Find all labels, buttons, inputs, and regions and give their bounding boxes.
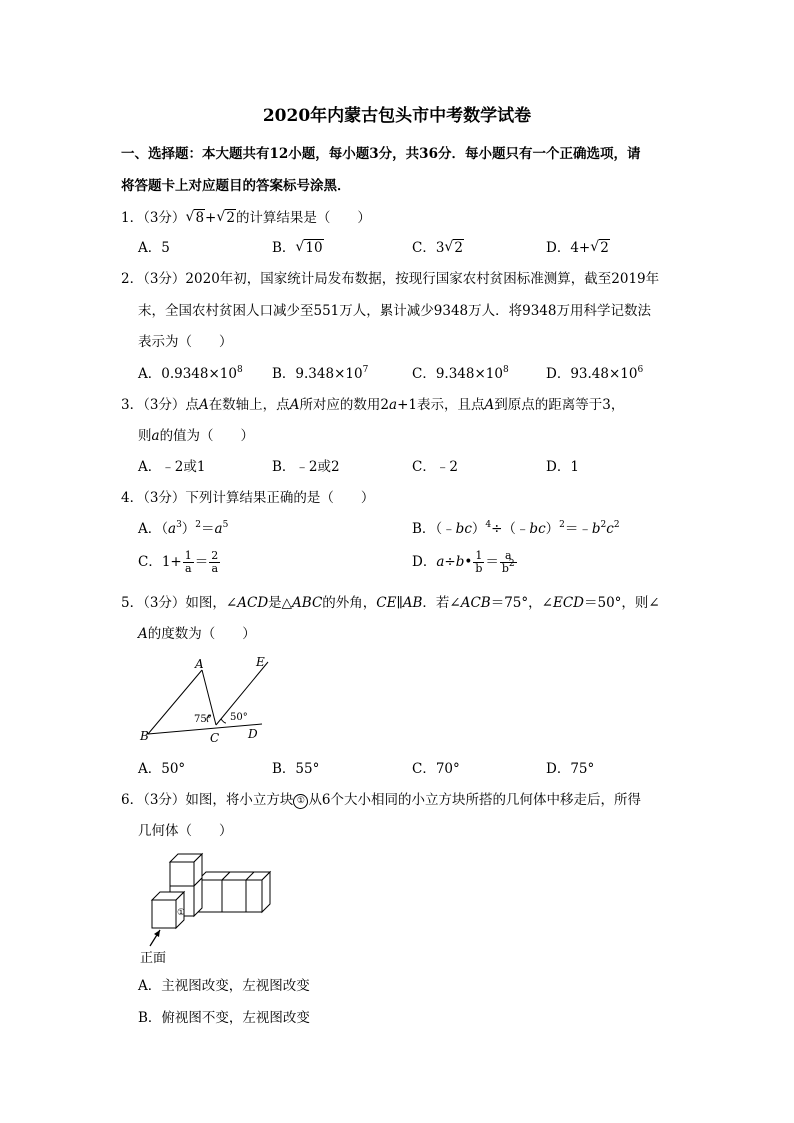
front-label: 正面 (140, 951, 167, 966)
q5-option-d: D．75° (546, 761, 595, 777)
q3-option-b: B．﹣2或2 (272, 459, 340, 475)
section-header-line1: 一、选择题：本大题共有12小题，每小题3分，共36分．每小题只有一个正确选项，请 (121, 146, 641, 162)
q1-option-a: A．5 (138, 240, 170, 256)
q6-option-b: B．俯视图不变，左视图改变 (138, 1010, 310, 1026)
question-5-line1: 5．（3分）如图，∠ACD是△ABC的外角，CE∥AB．若∠ACB＝75°，∠ECD＝50°，则∠ (121, 595, 660, 611)
segment-bd (148, 724, 262, 734)
cube-label-1: ① (177, 908, 186, 918)
sqrt-2: √ 2 (217, 208, 236, 228)
sqrt-8: √ 8 (186, 208, 205, 228)
question-2-line1: 2．（3分）2020年初，国家统计局发布数据，按现行国家农村贫困标准测算，截至2019年 (121, 271, 660, 287)
question-4-stem: 4．（3分）下列计算结果正确的是（ ） (121, 490, 375, 506)
angle-label-75: 75° (194, 714, 212, 725)
q6-cube-figure (136, 848, 286, 968)
q4-option-a: A．$(a^3)^2=a^5$ (138, 520, 229, 537)
q5-triangle-figure (136, 652, 276, 747)
q3-option-a: A．﹣2或1 (138, 459, 206, 475)
q4-option-b: B．$(﹣bc)^4\div(﹣bc)^2=﹣b^2c^2$ (412, 520, 620, 537)
question-2-line3: 表示为（ ） (138, 334, 233, 350)
arrow-head-icon (154, 930, 160, 937)
q3-option-d: D．1 (546, 459, 579, 475)
q1-option-b: B．√ 10 (272, 238, 324, 258)
question-2-line2: 末，全国农村贫困人口减少至551万人，累计减少9348万人．将9348万用科学记数法 (138, 303, 651, 319)
q2-option-a: A．$0.9348\times 10^8$ (138, 365, 243, 382)
question-3-line1: 3．（3分）点A在数轴上，点A所对应的数用2a+1表示，且点A到原点的距离等于3， (121, 397, 625, 413)
q2-option-d: D．$93.48\times 10^6$ (546, 365, 644, 382)
page-title: 2020年内蒙古包头市中考数学试卷 (262, 106, 532, 126)
label-e: E (256, 655, 265, 669)
cube-top (170, 854, 202, 886)
q1-option-c: C．3√ 2 (412, 238, 464, 258)
q5-option-a: A．50° (138, 761, 186, 777)
q2-option-c: C．$9.348\times 10^8$ (412, 365, 509, 382)
q5-option-c: C．70° (412, 761, 460, 777)
q4-option-c: C．1+ $\frac{1}{a}$ ＝ $\frac{2}{a}$ (138, 549, 219, 575)
q4-option-d: D．a÷b• $\frac{1}{b}$ ＝ $\frac{a}{b^2}$ (412, 549, 515, 575)
q3-option-c: C．﹣2 (412, 459, 458, 475)
angle-arc-50 (221, 719, 226, 723)
question-6-line2: 几何体（ ） (138, 823, 233, 839)
q6-option-a: A．主视图改变，左视图改变 (138, 978, 310, 994)
label-c: C (210, 731, 220, 745)
question-3-line2: 则a的值为（ ） (138, 428, 255, 444)
label-a: A (195, 657, 204, 671)
q2-option-b: B．$9.348\times 10^7$ (272, 365, 369, 382)
q1-option-d: D．4+√ 2 (546, 238, 610, 258)
question-1-stem: 1．（3分）√ 8+√ 2的计算结果是（ ） (121, 208, 371, 228)
q5-option-b: B．55° (272, 761, 320, 777)
section-header-line2: 将答题卡上对应题目的答案标号涂黑． (121, 178, 351, 194)
label-b: B (140, 729, 149, 743)
label-d: D (248, 727, 258, 741)
question-6-line1: 6．（3分）如图，将小立方块 ① 从6个大小相同的小立方块所搭的几何体中移走后，所得 (121, 792, 642, 808)
question-5-line2: A的度数为（ ） (138, 626, 256, 642)
angle-label-50: 50° (230, 712, 248, 723)
